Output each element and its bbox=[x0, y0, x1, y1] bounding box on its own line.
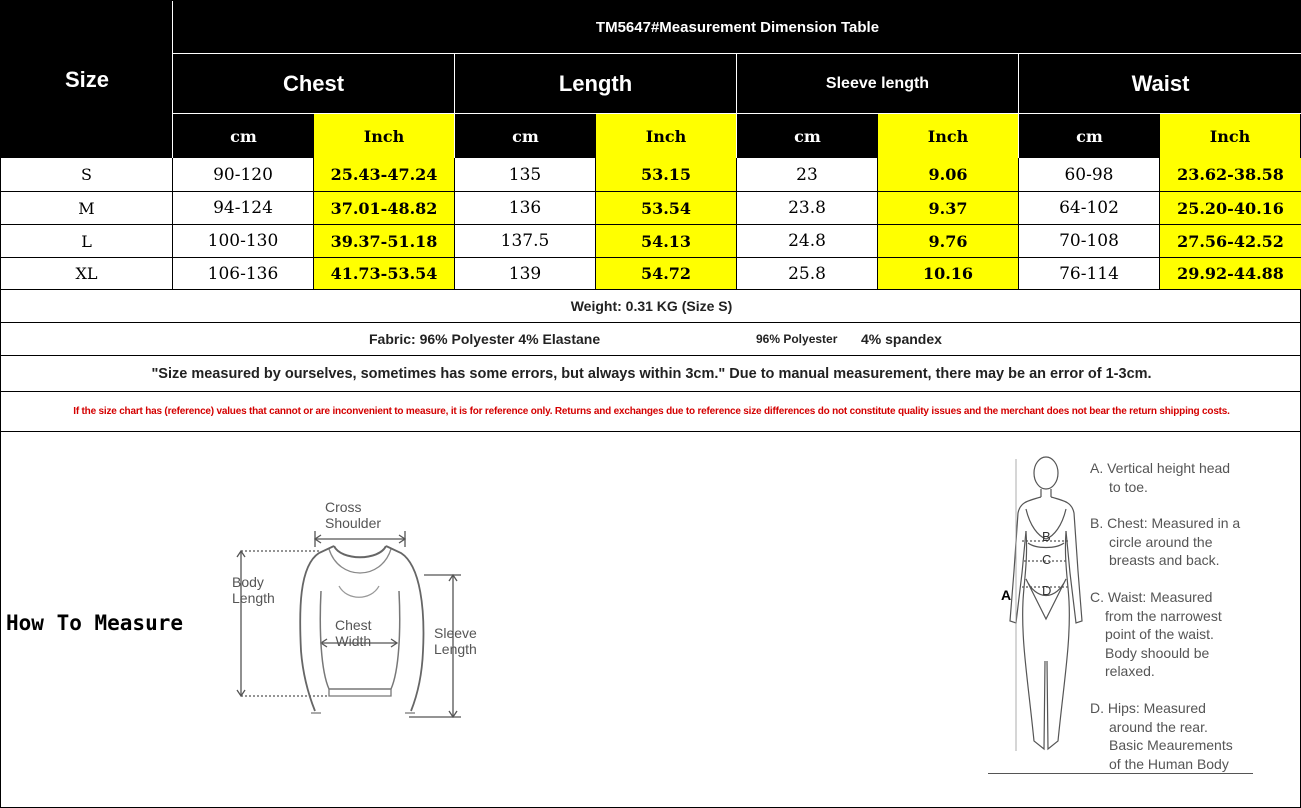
chest-inch-cell: 25.43-47.24 bbox=[314, 158, 455, 192]
legend-c bbox=[1090, 588, 1222, 681]
legend-b bbox=[1090, 514, 1240, 570]
waist-cm-cell: 60-98 bbox=[1019, 158, 1160, 192]
legend-b-line-1: B. Chest: Measured in a bbox=[1090, 515, 1241, 531]
chest-inch-cell: 39.37-51.18 bbox=[314, 225, 455, 258]
legend-d-line-2: around the rear. bbox=[1109, 718, 1208, 735]
legend-b-line-3: breasts and back. bbox=[1109, 552, 1220, 568]
unit-cm: cm bbox=[737, 114, 878, 158]
unit-cm: cm bbox=[173, 114, 314, 158]
body-letter-a: A bbox=[1001, 587, 1012, 603]
fabric-polyester: 96% Polyester bbox=[756, 332, 838, 346]
unit-inch: Inch bbox=[878, 114, 1018, 158]
group-length: Length bbox=[455, 54, 736, 113]
body-label: Body bbox=[232, 574, 264, 590]
chest-inch-cell: 37.01-48.82 bbox=[314, 192, 455, 225]
sleeve-length-text: Length bbox=[434, 641, 477, 657]
disclaimer-text: If the size chart has (reference) values that cannot or are inconvenient to measure, it is for reference only. Returns and exchanges due to reference size differences do not constitute quality issues and the merchant does not bear the return shipping costs. bbox=[73, 406, 1230, 417]
shoulder-label: Shoulder bbox=[325, 515, 382, 531]
reference-disclaimer bbox=[1, 392, 1301, 432]
legend-d-line-3: Basic Meaurements bbox=[1109, 737, 1233, 753]
sleeve-cm-cell: 24.8 bbox=[737, 225, 878, 258]
body-letter-c: C bbox=[1042, 552, 1052, 567]
chest-cm-cell: 100-130 bbox=[173, 225, 314, 258]
sleeve-label: Sleeve bbox=[434, 625, 477, 641]
weight-note bbox=[1, 290, 1301, 323]
measurement-note bbox=[1, 356, 1301, 392]
legend-c-line-4: Body shoould be bbox=[1105, 644, 1210, 661]
fabric-spandex: 4% spandex bbox=[861, 331, 942, 347]
chest-cm-cell: 106-136 bbox=[173, 258, 314, 290]
sleeve-cm-cell: 23 bbox=[737, 158, 878, 192]
sleeve-cm-cell: 25.8 bbox=[737, 258, 878, 290]
body-diagram bbox=[996, 451, 1086, 761]
waist-cm-cell: 64-102 bbox=[1019, 192, 1160, 225]
how-to-measure-title: How To Measure bbox=[6, 611, 184, 635]
cross-shoulder-label bbox=[325, 499, 381, 531]
sleeve-cm-cell: 23.8 bbox=[737, 192, 878, 225]
body-letter-b: B bbox=[1042, 529, 1051, 544]
size-header-label: Size bbox=[64, 66, 110, 92]
legend-a-line-2: to toe. bbox=[1109, 478, 1148, 495]
legend-d-line-4: of the Human Body bbox=[1109, 755, 1229, 772]
cross-label: Cross bbox=[325, 499, 362, 515]
legend-b-line-2: circle around the bbox=[1109, 533, 1213, 550]
unit-inch: Inch bbox=[596, 114, 736, 158]
sleeve-inch-cell: 9.37 bbox=[878, 192, 1019, 225]
unit-inch: Inch bbox=[1160, 114, 1300, 158]
unit-inch: Inch bbox=[314, 114, 454, 158]
size-cell: S bbox=[1, 158, 173, 192]
legend-c-line-2: from the narrowest bbox=[1105, 607, 1222, 624]
waist-inch-cell: 23.62-38.58 bbox=[1160, 158, 1301, 192]
length-inch-cell: 53.15 bbox=[596, 158, 737, 192]
chest-width-label bbox=[335, 617, 372, 649]
chest-label: Chest bbox=[335, 617, 372, 633]
chest-cm-cell: 94-124 bbox=[173, 192, 314, 225]
group-sleeve: Sleeve length bbox=[737, 54, 1018, 113]
fabric-note bbox=[1, 323, 1301, 356]
table-title: TM5647#Measurement Dimension Table bbox=[173, 1, 1301, 53]
fabric-text: Fabric: 96% Polyester 4% Elastane bbox=[369, 331, 601, 347]
size-cell: XL bbox=[1, 258, 173, 290]
legend-d bbox=[1090, 699, 1233, 773]
waist-inch-cell: 29.92-44.88 bbox=[1160, 258, 1301, 290]
legend-underline bbox=[988, 773, 1253, 774]
length-cm-cell: 135 bbox=[455, 158, 596, 192]
group-chest: Chest bbox=[173, 54, 454, 113]
length-label: Length bbox=[232, 590, 275, 606]
size-cell: M bbox=[1, 192, 173, 225]
length-inch-cell: 54.13 bbox=[596, 225, 737, 258]
length-cm-cell: 139 bbox=[455, 258, 596, 290]
waist-cm-cell: 76-114 bbox=[1019, 258, 1160, 290]
measurement-text: "Size measured by ourselves, sometimes has some errors, but always within 3cm." Due to manual measurement, there may be an error of 1-3cm. bbox=[151, 365, 1152, 382]
legend-c-line-1: C. Waist: Measured bbox=[1090, 589, 1213, 605]
waist-cm-cell: 70-108 bbox=[1019, 225, 1160, 258]
length-cm-cell: 136 bbox=[455, 192, 596, 225]
chest-inch-cell: 41.73-53.54 bbox=[314, 258, 455, 290]
unit-cm: cm bbox=[1019, 114, 1160, 158]
sleeve-inch-cell: 10.16 bbox=[878, 258, 1019, 290]
size-header bbox=[1, 1, 173, 158]
group-waist: Waist bbox=[1019, 54, 1301, 113]
sleeve-inch-cell: 9.76 bbox=[878, 225, 1019, 258]
waist-inch-cell: 25.20-40.16 bbox=[1160, 192, 1301, 225]
waist-inch-cell: 27.56-42.52 bbox=[1160, 225, 1301, 258]
length-inch-cell: 54.72 bbox=[596, 258, 737, 290]
legend-d-line-1: D. Hips: Measured bbox=[1090, 700, 1206, 716]
size-cell: L bbox=[1, 225, 173, 258]
body-letter-d: D bbox=[1042, 583, 1052, 598]
legend-c-line-3: point of the waist. bbox=[1105, 626, 1214, 642]
sleeve-length-label bbox=[434, 625, 477, 657]
unit-cm: cm bbox=[455, 114, 596, 158]
body-length-label bbox=[232, 574, 275, 606]
chest-cm-cell: 90-120 bbox=[173, 158, 314, 192]
legend-a-line-1: A. Vertical height head bbox=[1090, 460, 1231, 476]
length-inch-cell: 53.54 bbox=[596, 192, 737, 225]
length-cm-cell: 137.5 bbox=[455, 225, 596, 258]
sleeve-inch-cell: 9.06 bbox=[878, 158, 1019, 192]
width-label: Width bbox=[335, 633, 372, 649]
legend-a bbox=[1090, 459, 1230, 496]
legend-c-line-5: relaxed. bbox=[1105, 663, 1155, 679]
weight-text: Weight: 0.31 KG (Size S) bbox=[570, 298, 733, 314]
